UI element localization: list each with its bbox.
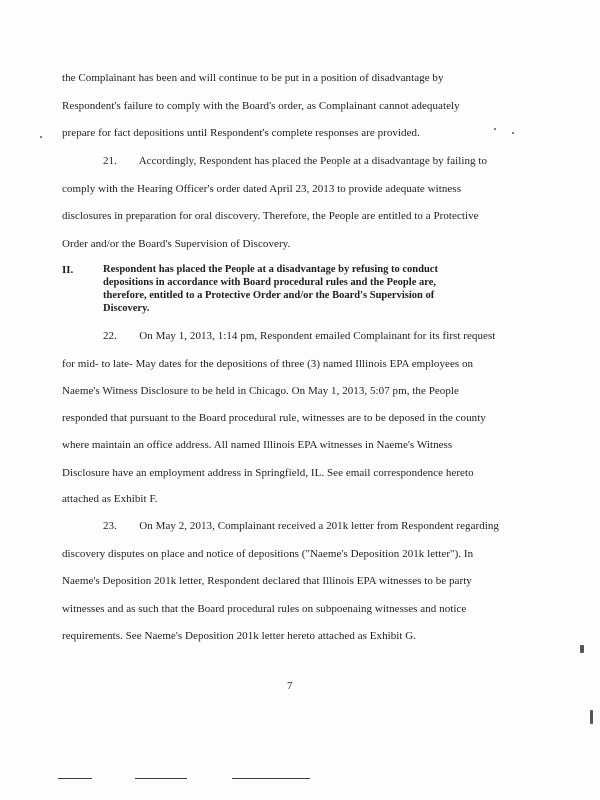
section-heading-line: Respondent has placed the People at a disadvantage by refusing to conduct — [103, 264, 438, 275]
text-line: witnesses and as such that the Board procedural rules on subpoenaing witnesses and notice — [62, 603, 467, 615]
text-line: discovery disputes on place and notice of depositions ("Naeme's Deposition 201k letter"). In — [62, 548, 474, 560]
text-line: attached as Exhibit F. — [62, 493, 158, 505]
scan-speck — [590, 710, 593, 724]
paragraph-22-line: 22. On May 1, 2013, 1:14 pm, Respondent emailed Complainant for its first request — [103, 330, 496, 342]
text-line: the Complainant has been and will continue to be put in a position of disadvantage by — [62, 72, 444, 84]
section-heading-line: therefore, entitled to a Protective Order and/or the Board's Supervision of — [103, 290, 435, 301]
text-line: requirements. See Naeme's Deposition 201k letter hereto attached as Exhibit G. — [62, 630, 417, 642]
paragraph-21-line: 21. Accordingly, Respondent has placed the People at a disadvantage by failing to — [103, 155, 488, 167]
section-heading-line: depositions in accordance with Board procedural rules and the People are, — [103, 277, 436, 288]
footer-rule — [58, 778, 92, 779]
text-line: for mid- to late- May dates for the depositions of three (3) named Illinois EPA employees on — [62, 358, 474, 370]
text-line: Disclosure have an employment address in Springfield, IL. See email correspondence hereto — [62, 467, 474, 479]
section-heading-line: Discovery. — [103, 303, 150, 314]
text-line: responded that pursuant to the Board procedural rule, witnesses are to be deposed in the county — [62, 412, 486, 424]
footer-rule — [232, 778, 310, 779]
text-line: prepare for fact depositions until Respondent's complete responses are provided. — [62, 127, 420, 139]
scan-speck — [494, 128, 496, 130]
text-line: Naeme's Deposition 201k letter, Respondent declared that Illinois EPA witnesses to be party — [62, 575, 472, 587]
text-line: Order and/or the Board's Supervision of Discovery. — [62, 238, 291, 250]
scan-speck — [580, 645, 584, 653]
text-line: where maintain an office address. All named Illinois EPA witnesses in Naeme's Witness — [62, 439, 453, 451]
scan-speck — [512, 132, 514, 134]
section-number: II. — [62, 264, 74, 276]
text-line: disclosures in preparation for oral discovery. Therefore, the People are entitled to a Protective — [62, 210, 479, 222]
text-line: Respondent's failure to comply with the Board's order, as Complainant cannot adequately — [62, 100, 460, 112]
paragraph-23-line: 23. On May 2, 2013, Complainant received a 201k letter from Respondent regarding — [103, 520, 499, 532]
text-line: comply with the Hearing Officer's order dated April 23, 2013 to provide adequate witness — [62, 183, 462, 195]
scan-speck — [40, 136, 42, 138]
text-line: Naeme's Witness Disclosure to be held in Chicago. On May 1, 2013, 5:07 pm, the People — [62, 385, 459, 397]
page-number: 7 — [287, 680, 293, 692]
footer-rule — [135, 778, 187, 779]
